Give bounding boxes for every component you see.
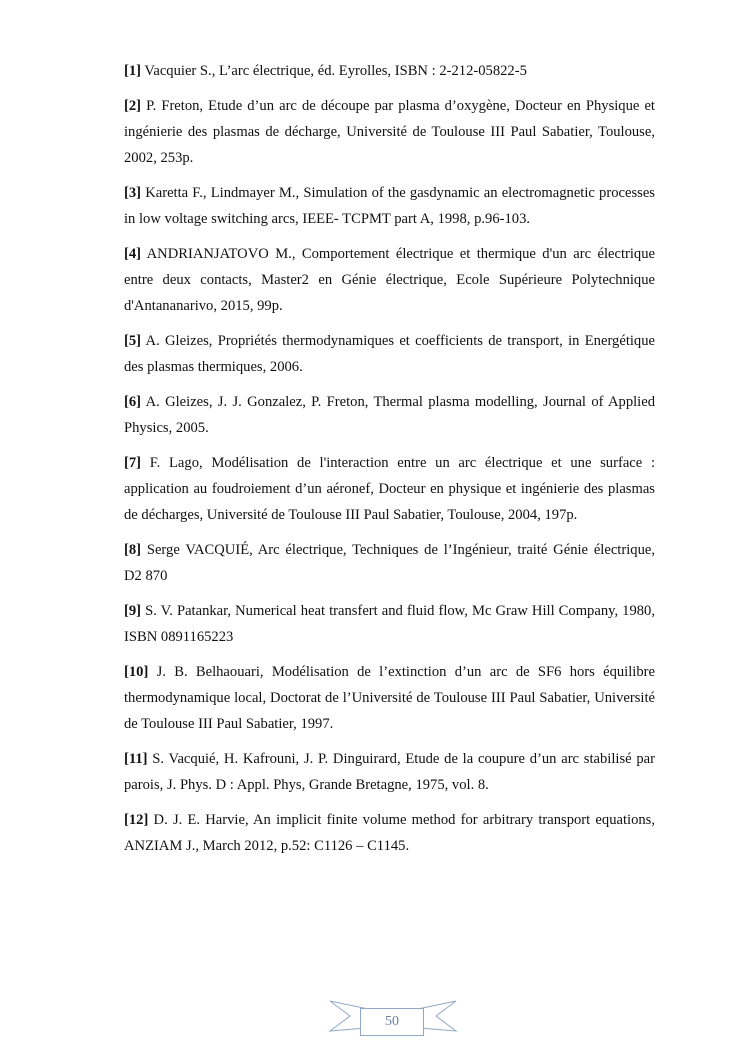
reference-text: Vacquier S., L’arc électrique, éd. Eyrolles, ISBN : 2-212-05822-5 [144,63,527,79]
reference-number: [6] [124,394,142,410]
reference-item [124,746,655,798]
reference-text: P. Freton, Etude d’un arc de découpe par plasma d’oxygène, Docteur en Physique et ingénierie des plasmas de décharge, Université de Toulouse III Paul Sabatier, Toulouse, 2002, 253p. [124,98,655,166]
reference-number: [4] [124,246,142,262]
reference-number: [8] [124,542,142,558]
reference-item [124,598,655,650]
reference-item [124,537,655,589]
reference-number: [5] [124,333,142,349]
reference-text: A. Gleizes, Propriétés thermodynamiques et coefficients de transport, in Energétique des plasmas thermiques, 2006. [124,333,656,375]
reference-text: S. Vacquié, H. Kafrouni, J. P. Dinguirard, Etude de la coupure d’un arc stabilisé par parois, J. Phys. D : Appl. Phys, Grande Bretagne, 1975, vol. 8. [124,751,656,793]
reference-list [124,58,655,868]
reference-number: [10] [124,664,149,680]
reference-item [124,241,655,319]
reference-text: S. V. Patankar, Numerical heat transfert and fluid flow, Mc Graw Hill Company, 1980, ISBN 0891165223 [124,603,655,645]
reference-number: [11] [124,751,148,767]
reference-text: F. Lago, Modélisation de l'interaction entre un arc électrique et une surface : application au foudroiement d’un aéronef, Docteur en physique et ingénierie des plasmas de décharges, Université de Toulouse III Paul Sabatier, Toulouse, 2004, 197p. [124,455,655,523]
reference-text: D. J. E. Harvie, An implicit finite volume method for arbitrary transport equations, ANZIAM J., March 2012, p.52: C1126 – C1145. [124,812,655,854]
reference-number: [12] [124,812,149,828]
reference-number: [7] [124,455,142,471]
reference-item [124,450,655,528]
reference-item [124,389,655,441]
reference-number: [3] [124,185,142,201]
reference-text: Serge VACQUIÉ, Arc électrique, Techniques de l’Ingénieur, traité Génie électrique, D2 870 [124,542,655,584]
reference-number: [9] [124,603,142,619]
reference-text: A. Gleizes, J. J. Gonzalez, P. Freton, Thermal plasma modelling, Journal of Applied Physics, 2005. [124,394,656,436]
reference-text: J. B. Belhaouari, Modélisation de l’extinction d’un arc de SF6 hors équilibre thermodynamique local, Doctorat de l’Université de Toulouse III Paul Sabatier, Université de Toulouse III Paul Sabatier, 1997. [124,664,655,732]
reference-text: ANDRIANJATOVO M., Comportement électrique et thermique d'un arc électrique entre deux contacts, Master2 en Génie électrique, Ecole Supérieure Polytechnique d'Antananarivo, 2015, 99p. [124,246,655,314]
page-number: 50 [360,1008,424,1036]
reference-item [124,58,655,84]
reference-text: Karetta F., Lindmayer M., Simulation of the gasdynamic an electromagnetic processes in low voltage switching arcs, IEEE- TCPMT part A, 1998, p.96-103. [124,185,655,227]
reference-item [124,659,655,737]
reference-item [124,93,655,171]
reference-item [124,807,655,859]
reference-number: [2] [124,98,142,114]
reference-item [124,328,655,380]
reference-item [124,180,655,232]
reference-number: [1] [124,63,142,79]
